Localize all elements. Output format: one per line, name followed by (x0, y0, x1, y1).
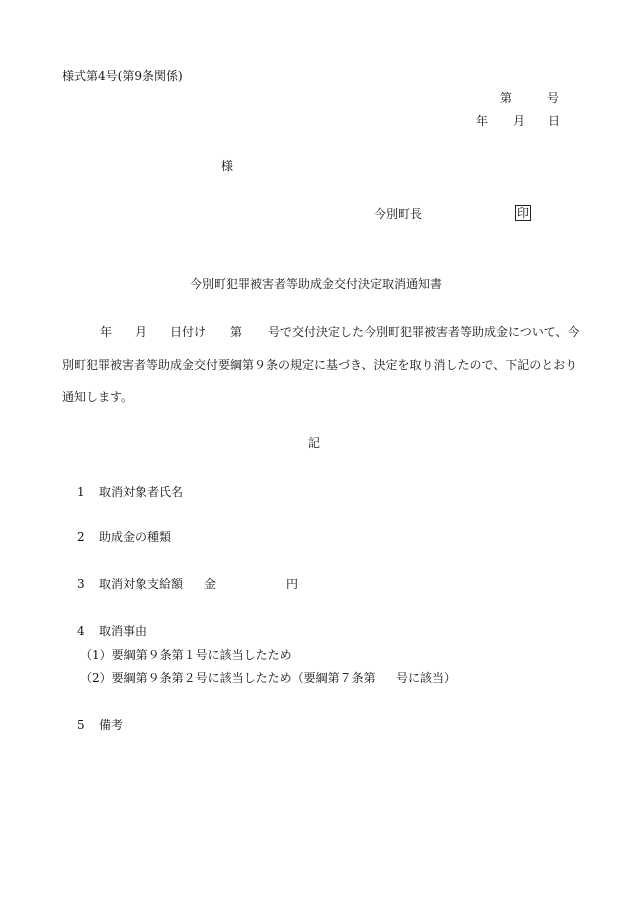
item2-number: 2 (77, 530, 85, 544)
item3-number: 3 (77, 577, 85, 591)
date-day: 日 (548, 114, 561, 128)
doc-title: 今別町犯罪被害者等助成金交付決定取消通知書 (190, 277, 443, 291)
item3-label: 取消対象支給額 (99, 577, 184, 591)
form-label: 様式第4号(第9条関係) (62, 69, 183, 83)
seal-mark (515, 205, 531, 221)
body-line2: 別町犯罪被害者等助成金交付要綱第９条の規定に基づき、決定を取り消したので、下記のとおり (62, 358, 578, 372)
addressee-honorific: 様 (221, 159, 234, 173)
body-day-dated: 日付け (170, 325, 207, 339)
body-line3: 通知します。 (62, 390, 134, 404)
doc-number-prefix: 第 (500, 91, 513, 105)
item4-sub1: （1）要綱第９条第１号に該当したため (80, 648, 292, 662)
ki-heading: 記 (308, 436, 321, 450)
seal-label: 印 (517, 206, 530, 220)
item1-label: 取消対象者氏名 (99, 485, 184, 499)
body-month: 月 (135, 325, 148, 339)
item5-number: 5 (77, 718, 85, 732)
item4-sub2-b: 号に該当） (396, 671, 457, 685)
item4-label: 取消事由 (99, 624, 148, 638)
issuer-title: 今別町長 (374, 207, 423, 221)
date-month: 月 (513, 114, 526, 128)
body-line1-rest: 号で交付決定した今別町犯罪被害者等助成金について、今 (268, 325, 580, 339)
date-year: 年 (476, 114, 489, 128)
body-year: 年 (100, 325, 113, 339)
item5-label: 備考 (99, 718, 124, 732)
item3-kin: 金 (204, 577, 217, 591)
doc-number-suffix: 号 (547, 91, 560, 105)
item3-en: 円 (286, 577, 299, 591)
item1-number: 1 (77, 485, 85, 499)
item4-sub2-a: （2）要綱第９条第２号に該当したため（要綱第７条第 (80, 671, 376, 685)
item2-label: 助成金の種類 (99, 530, 172, 544)
body-num-prefix: 第 (230, 325, 243, 339)
item4-number: 4 (77, 624, 85, 638)
